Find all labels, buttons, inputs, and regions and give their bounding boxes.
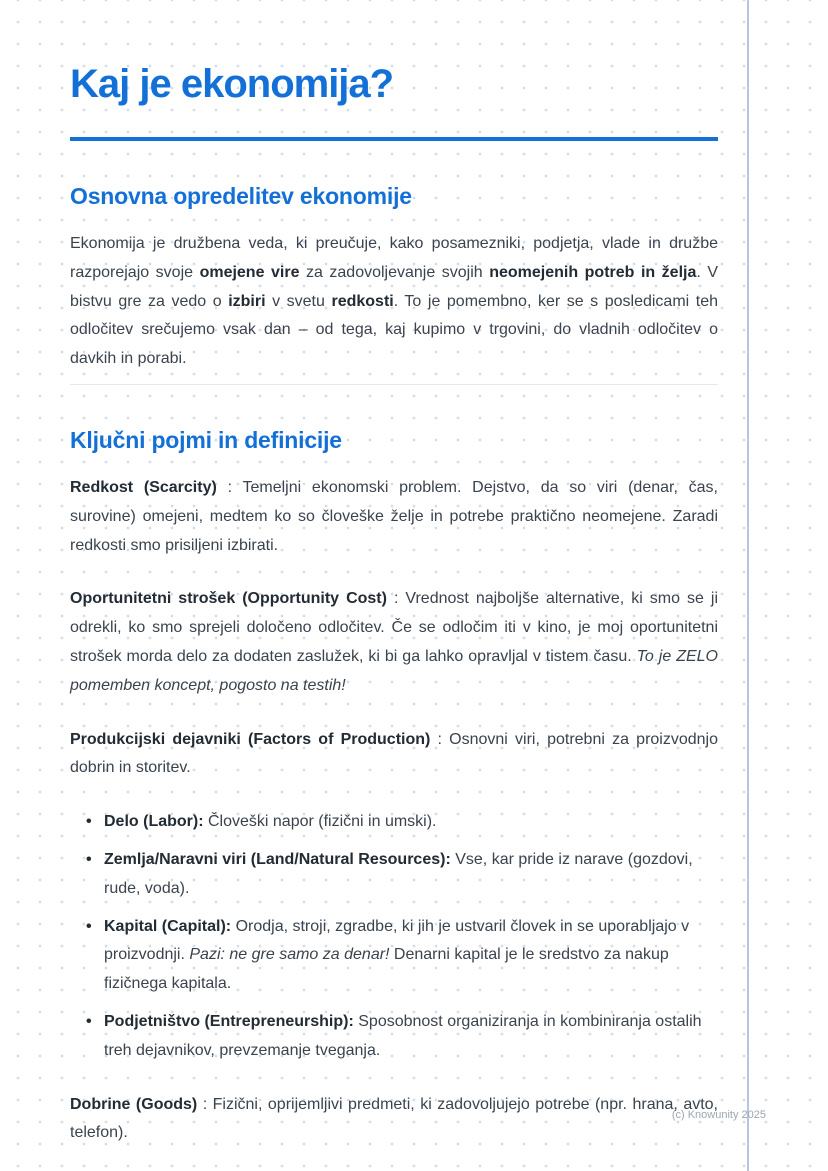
text: Ekonomija je družbena veda, ki preučuje, kako posamezniki, podjetja, vlade in družbe razporejajo svoje	[70, 235, 718, 281]
list-item	[86, 913, 718, 999]
section-divider	[70, 384, 718, 385]
section-basic-definition	[70, 183, 718, 374]
copyright-notice: (c) Knowunity 2025	[671, 1109, 766, 1121]
bold-text: Produkcijski dejavniki (Factors of Production)	[70, 730, 431, 748]
section-heading-key-terms: Ključni pojmi in definicije	[70, 426, 342, 453]
bold-text: redkosti	[331, 292, 394, 310]
text: : Osnovni viri, potrebni za proizvodnjo dobrin in storitev.	[70, 730, 718, 777]
text: Vse, kar pride iz narave (gozdovi, rude, voda).	[104, 850, 693, 897]
paragraph-definition	[70, 230, 718, 374]
bold-text: Podjetništvo (Entrepreneurship):	[104, 1012, 354, 1030]
text: . To je pomembno, ker se s posledicami teh odločitev srečujemo vsak dan – od tega, kaj kupimo v trgovini, do vladnih odločitev o davkih in porabi.	[70, 292, 719, 368]
paragraph-opportunity-cost	[70, 585, 718, 700]
list-item	[86, 1008, 718, 1066]
paragraph-factors-of-production	[70, 726, 718, 784]
text: Orodja, stroji, zgradbe, ki jih je ustvaril človek in se uporabljajo v proizvodnji.	[104, 917, 690, 964]
bold-text: Oportunitetni strošek (Opportunity Cost)	[70, 590, 387, 608]
title-underline-rule	[70, 137, 718, 141]
factors-of-production-list	[86, 808, 718, 1065]
bold-text: omejene vire	[199, 263, 300, 281]
section-heading-basic-definition: Osnovna opredelitev ekonomije	[70, 183, 412, 209]
list-item	[86, 846, 718, 904]
text: : Fizični, oprijemljivi predmeti, ki zadovoljujejo potrebe (npr. hrana, avto, telefon).	[70, 1095, 719, 1142]
text: Denarni kapital je le sredstvo za nakup fizičnega kapitala.	[104, 946, 669, 993]
italic-text: To je ZELO pomemben koncept, pogosto na testih!	[70, 647, 718, 694]
bold-text: Zemlja/Naravni viri (Land/Natural Resources):	[104, 850, 451, 868]
italic-text: Pazi: ne gre samo za denar!	[189, 946, 390, 964]
bold-text: Kapital (Capital):	[104, 917, 232, 935]
text: za zadovoljevanje svojih	[299, 263, 490, 281]
list-item	[86, 808, 718, 837]
paragraph-scarcity	[70, 474, 718, 560]
section-key-terms	[70, 427, 718, 1148]
text: Sposobnost organiziranja in kombiniranja ostalih treh dejavnikov, prevzemanje tveganja.	[104, 1012, 702, 1059]
bold-text: neomejenih potreb in želja	[489, 263, 697, 281]
text: : Temeljni ekonomski problem. Dejstvo, da so viri (denar, čas, surovine) omejeni, medtem ko so človeške želje in potrebe praktično neomejene. Zaradi redkosti smo prisiljeni izbirati.	[70, 478, 719, 554]
text: . V bistvu gre za vedo o	[70, 263, 719, 310]
bold-text: Dobrine (Goods)	[70, 1095, 198, 1113]
bold-text: izbiri	[228, 292, 266, 310]
text: v svetu	[265, 292, 332, 310]
text: Človeški napor (fizični in umski).	[203, 813, 437, 831]
page-title: Kaj je ekonomija?	[70, 62, 394, 106]
paragraph-goods	[70, 1091, 718, 1149]
bold-text: Delo (Labor):	[104, 813, 204, 831]
bold-text: Redkost (Scarcity)	[70, 478, 217, 496]
text: : Vrednost najboljše alternative, ki smo se ji odrekli, ko smo sprejeli določeno odločitev. Če se odločim iti v kino, je moj oportunitetni strošek morda delo za dodaten zaslužek, ki bi ga lahko opravljal v tistem času.	[70, 590, 718, 665]
